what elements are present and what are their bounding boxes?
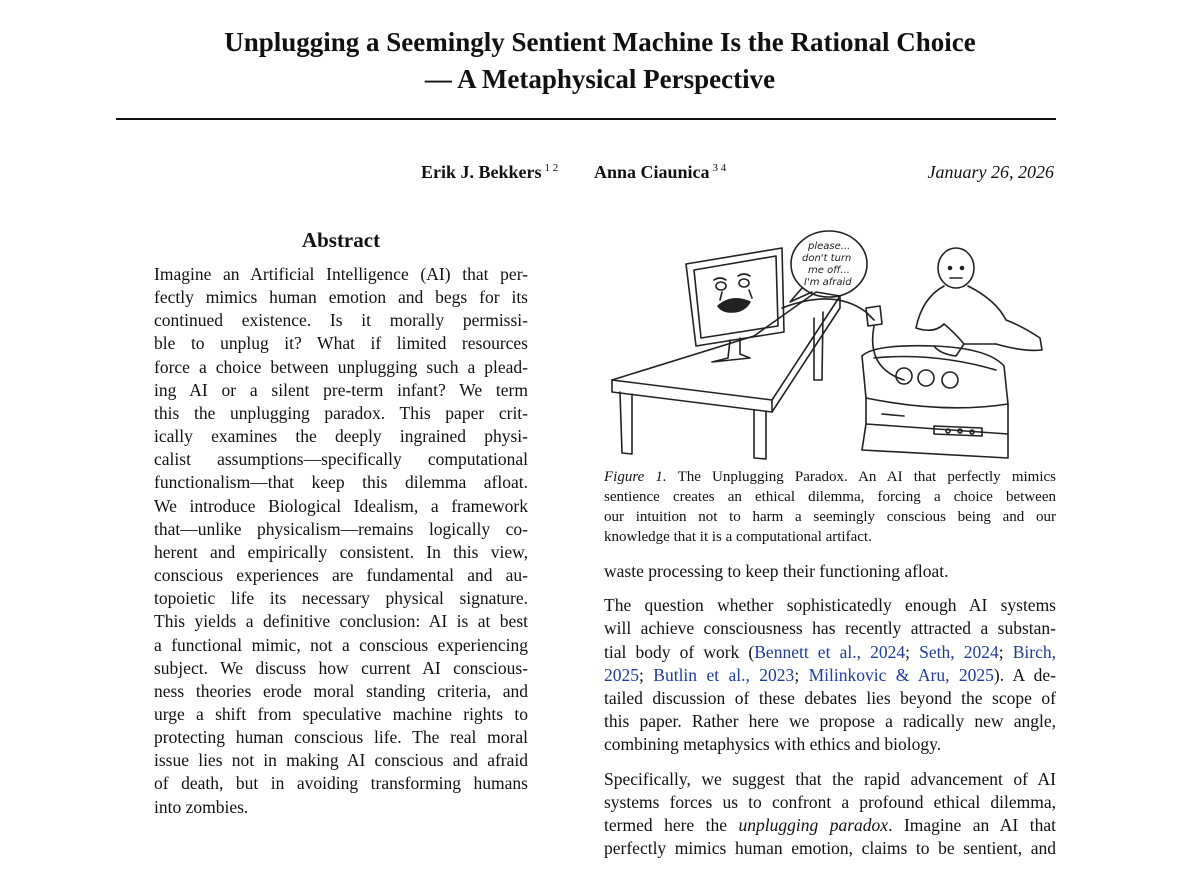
abstract-line: continued existence. Is it morally permissi-: [154, 310, 528, 331]
abstract-line: ness theories erode moral standing criteria, and: [154, 680, 528, 701]
abstract-line: urge a shift from speculative machine rights to: [154, 703, 528, 724]
citation-link[interactable]: Seth, 2024: [919, 641, 999, 662]
body-text: [604, 560, 1056, 871]
speech-line: me off...: [808, 265, 850, 276]
paragraph: [604, 594, 1056, 756]
body-line: waste processing to keep their functioning afloat.: [604, 561, 949, 581]
abstract-line: conscious experiences are fundamental and au-: [154, 565, 528, 586]
abstract-line: This yields a definitive conclusion: AI is at best: [154, 611, 528, 632]
author-line: [0, 162, 1200, 188]
figure-illustration: [604, 228, 1056, 460]
incubator-drawing: [862, 346, 1008, 458]
abstract-line: this the unplugging paradox. This paper crit-: [154, 402, 528, 423]
body-line: systems forces us to confront a profound ethical dilemma,: [604, 791, 1056, 812]
abstract-line: functionalism—that keep this dilemma afloat.: [154, 472, 528, 493]
caption-label: Figure 1.: [604, 469, 667, 485]
body-line: perfectly mimics human emotion, claims to be sentient, and: [604, 838, 1056, 859]
abstract-line: of death, but in avoiding transforming humans: [154, 773, 528, 794]
body-line: tial body of work (Bennett et al., 2024; Seth, 2024; Birch,: [604, 641, 1056, 662]
figure-caption: [604, 467, 1056, 547]
speech-line: please...: [808, 241, 851, 252]
speech-bubble: [790, 231, 867, 302]
paragraph: [604, 560, 1056, 583]
emphasis: unplugging paradox: [738, 815, 889, 836]
abstract-line: protecting human conscious life. The real moral: [154, 727, 528, 748]
citation-link[interactable]: Bennett et al., 2024: [754, 641, 906, 662]
citation-link[interactable]: Butlin et al., 2023: [653, 664, 795, 685]
abstract-line: ing AI or a silent pre-term infant? We term: [154, 379, 528, 400]
title-line: — A Metaphysical Perspective: [424, 64, 776, 94]
table-drawing: [612, 292, 840, 459]
author-affiliations: 1 2: [544, 162, 559, 174]
citation-link[interactable]: Milinkovic & Aru, 2025: [808, 664, 994, 685]
caption-line: our intuition not to harm a seemingly conscious being and our: [604, 509, 1056, 525]
author-name: Anna Ciaunica $^{3 4}$: [594, 162, 727, 182]
author-affiliations: 3 4: [712, 162, 727, 174]
abstract-line: Imagine an Artificial Intelligence (AI) that per-: [154, 264, 528, 284]
monitor-drawing: [686, 248, 784, 362]
abstract-line: fectly mimics human emotion and begs for its: [154, 287, 528, 308]
abstract-line: topoietic life its necessary physical signature.: [154, 588, 528, 609]
body-line: this paper. Rather here we propose a radically new angle,: [604, 711, 1056, 732]
abstract-line: ble to unplug it? What if limited resources: [154, 333, 528, 354]
abstract-line: force a choice between unplugging such a plead-: [154, 356, 528, 377]
power-plug-drawing: [866, 306, 882, 326]
body-line: will achieve consciousness has recently attracted a substan-: [604, 618, 1056, 639]
citation-link[interactable]: 2025: [604, 664, 639, 685]
abstract-heading: Abstract: [301, 228, 381, 252]
body-line: termed here the unplugging paradox. Imagine an AI that: [604, 815, 1056, 836]
paper-date: January 26, 2026: [927, 162, 1054, 182]
paper-title: [0, 24, 1200, 98]
abstract-line: We introduce Biological Idealism, a framework: [154, 495, 528, 516]
caption-line: Figure 1. The Unplugging Paradox. An AI that perfectly mimics: [604, 469, 1056, 485]
abstract-line: subject. We discuss how current AI conscious-: [154, 657, 528, 678]
title-rule: [116, 118, 1056, 120]
abstract-line: into zombies.: [154, 796, 249, 817]
body-line: 2025; Butlin et al., 2023; Milinkovic & Aru, 2025). A de-: [604, 664, 1056, 685]
paragraph: [604, 768, 1056, 861]
body-line: tailed discussion of these debates lies beyond the scope of: [604, 688, 1056, 709]
abstract-line: herent and empirically consistent. In this view,: [154, 541, 528, 562]
body-line: Specifically, we suggest that the rapid advancement of AI: [604, 768, 1056, 789]
speech-line: I'm afraid: [804, 277, 852, 288]
author-name: Erik J. Bekkers $^{1 2}$: [421, 162, 559, 182]
caption-line: knowledge that it is a computational artifact.: [604, 529, 872, 545]
abstract-text: [154, 263, 528, 819]
person-drawing: [916, 248, 1042, 356]
abstract-line: a functional mimic, not a conscious experiencing: [154, 634, 528, 655]
abstract-line: calist assumptions—specifically computational: [154, 449, 528, 470]
speech-line: don't turn: [802, 253, 852, 264]
body-line: The question whether sophisticatedly enough AI systems: [604, 595, 1056, 616]
citation-link[interactable]: Birch,: [1012, 641, 1056, 662]
abstract-line: issue lies not in making AI conscious and afraid: [154, 750, 528, 771]
cord-to-incubator-drawing: [873, 326, 904, 380]
power-cord-drawing: [782, 299, 874, 320]
abstract-line: ically examines the deeply ingrained physi-: [154, 426, 528, 447]
caption-line: sentience creates an ethical dilemma, forcing a choice between: [604, 489, 1056, 505]
abstract-line: that—unlike physicalism—remains logically co-: [154, 518, 528, 539]
body-line: combining metaphysics with ethics and biology.: [604, 734, 942, 755]
title-line: Unplugging a Seemingly Sentient Machine Is the Rational Choice: [224, 27, 976, 57]
